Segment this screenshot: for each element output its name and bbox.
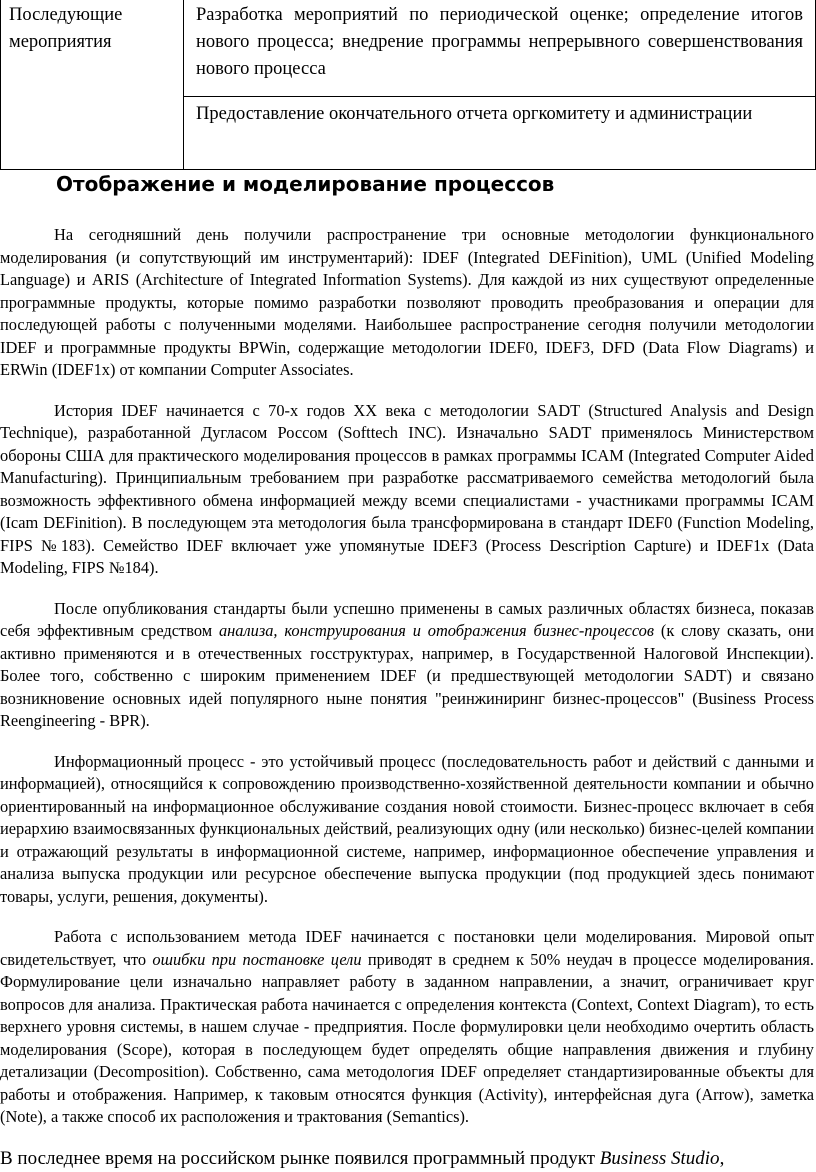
paragraph-standards [0,598,814,733]
paragraph-business-studio [0,1147,814,1171]
paragraph-text: Работа с использованием метода IDEF начинается с постановки цели моделирования. Мировой опыт свидетельствует, что [0,927,814,969]
paragraph-text: В последнее время на российском рынке появился программный продукт [0,1147,600,1169]
paragraph-text: , [719,1147,725,1169]
section-heading: Отображение и моделирование процессов [56,172,555,196]
paragraph-text: После опубликования стандарты были успешно применены в самых различных областях бизнеса, показав себя эффективным средством [0,598,814,640]
activities-table [0,0,816,170]
document-body [0,224,814,1171]
paragraph-text: (к слову сказать, они активно применяются и в отечественных госструктурах, например, в Государственной Налоговой Инспекции). Более того, собственно с широким применением IDEF (и предшествующей методологии SADT) и связано возникновение основных идей популярного ныне понятия "реинжиниринг бизнес-процессов" (Business Process Reengineering - BPR). [0,621,814,730]
emphasis-text: анализа, конструирования и отображения бизнес-процессов [218,621,654,640]
paragraph-idef-history: История IDEF начинается с 70-х годов XX века с методологии SADT (Structured Analysis and Design Technique), разработанной Дугласом Россом (Softtech INC). Изначально SADT применялось Министерством обороны США для практического моделирования процессов в рамках программы ICAM (Integrated Computer Aided Manufacturing). Принципиальным требованием при разработке рассматриваемого семейства методологий была возможность эффективного обмена информацией между всеми специалистами - участниками программы ICAM (Icam DEFinition). В последующем эта методология была трансформирована в стандарт IDEF0 (Function Modeling, FIPS №183). Семейство IDEF включает уже упомянутые IDEF3 (Process Description Capture) и IDEF1x (Data Modeling, FIPS №184). [0,400,814,577]
paragraph-information-process: Информационный процесс - это устойчивый процесс (последовательность работ и действий с данными и информацией), относящийся к сопровождению производственно-хозяйственной деятельности компании и обычно ориентированный на информационное обслуживание создания новой стоимости. Бизнес-процесс включает в себя иерархию взаимосвязанных функциональных действий, реализующих одну (или несколько) бизнес-целей компании и отражающий результаты в информационной системе, например, информационное обеспечение управления и анализа выпуска продукции или ресурсное обеспечение выпуска продукции (под продукцией здесь понимают товары, услуги, решения, документы). [0,751,814,906]
paragraph-methodologies: На сегодняшний день получили распространение три основные методологии функционального моделирования (и сопутствующий им инструментарий): IDEF (Integrated DEFinition), UML (Unified Modeling Language) и ARIS (Architecture of Integrated Information Systems). Для каждой из них существуют определенные программные продукты, которые помимо разработки позволяют проводить преобразования и операции для последующей работы с полученными моделями. Наибольшее распространение сегодня получили методологии IDEF и программные продукты BPWin, содержащие методологии IDEF0, IDEF3, DFD (Data Flow Diagrams) и ERWin (IDEF1x) от компании Computer Associates. [0,225,814,379]
emphasis-text: ошибки при постановке цели [152,949,362,969]
table-cell-activity-1: Разработка мероприятий по периодической оценке; определение итогов нового процесса; внедрение программы непрерывного совершенствования нового процесса [183,0,816,97]
paragraph-idef-method [0,926,814,1129]
paragraph-text: приводят в среднем к 50% неудач в процессе моделирования. Формулирование цели изначально направляет работу в заданном направлении, а значит, ограничивает круг вопросов для анализа. Практическая работа начинается с определения контекста (Context, Context Diagram), то есть верхнего уровня системы, в нашем случае - предприятия. После формулировки цели необходимо очертить область моделирования (Scope), которая в последующем будет определять общие направления движения и глубину детализации (Decomposition). Собственно, сама методология IDEF определяет стандартизированные объекты для работы и отображения. Например, к таковым относятся функция (Activity), интерфейсная дуга (Arrow), заметка (Note), а также способ их расположения и трактования (Semantics). [0,949,814,1126]
product-name: Business Studio [599,1147,720,1169]
table-cell-activity-2: Предоставление окончательного отчета оргкомитету и администрации [183,96,816,170]
table-cell-stage: Последующие мероприятия [0,0,184,170]
